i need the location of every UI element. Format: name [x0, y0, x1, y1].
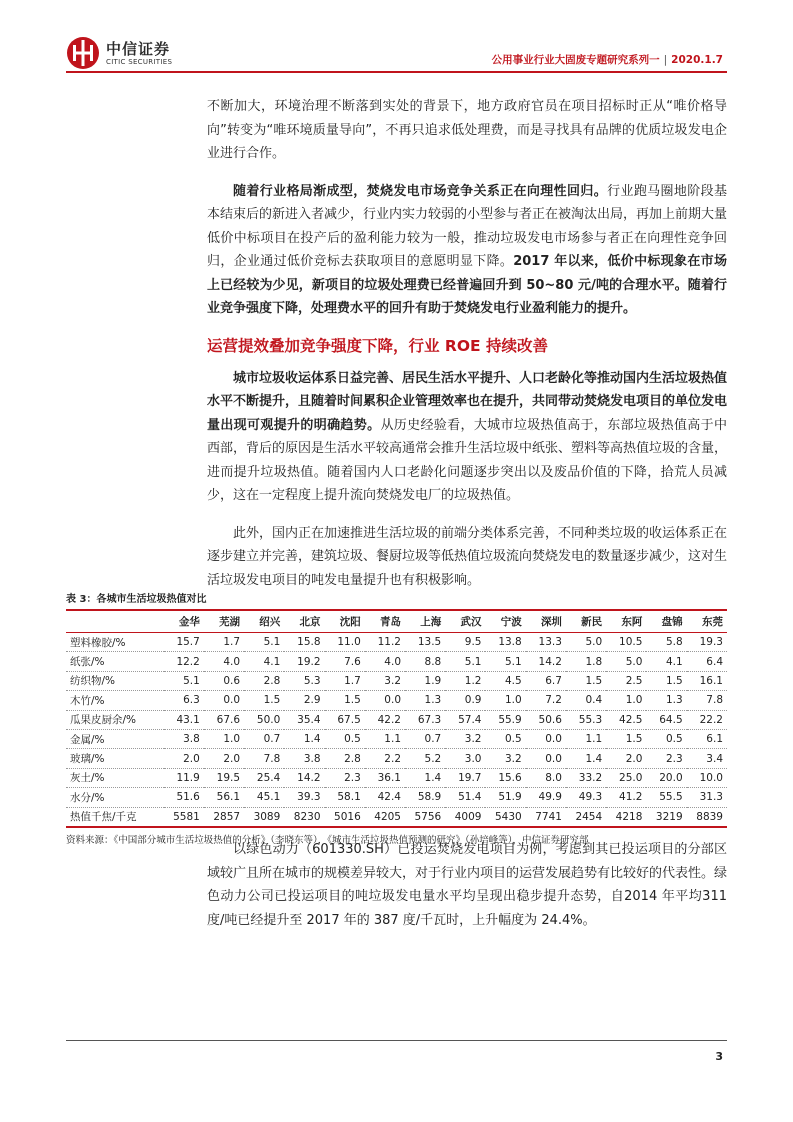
table-column-header: 上海 — [420, 616, 442, 628]
table-column-header: 新民 — [581, 616, 603, 628]
table-row — [66, 749, 727, 768]
table-cell: 15.6 — [485, 768, 525, 787]
table-cell: 1.5 — [606, 729, 646, 748]
table-cell: 0.9 — [445, 691, 485, 710]
table-cell: 33.2 — [566, 768, 606, 787]
table-cell: 43.1 — [164, 710, 204, 729]
table-row — [66, 671, 727, 690]
table-cell: 13.5 — [405, 633, 445, 652]
table-cell: 1.8 — [566, 652, 606, 671]
table-row-label: 纸张/% — [66, 652, 164, 671]
table-cell: 1.0 — [606, 691, 646, 710]
table-row — [66, 710, 727, 729]
report-date: 2020.1.7 — [671, 54, 723, 66]
table-cell: 8839 — [687, 807, 727, 827]
table-cell: 25.4 — [244, 768, 284, 787]
table-cell: 5.0 — [566, 633, 606, 652]
table-cell: 58.9 — [405, 788, 445, 807]
table-cell: 0.5 — [325, 729, 365, 748]
paragraph-2-bold-lead: 随着行业格局渐成型，焚烧发电市场竞争关系正在向理性回归。 — [233, 183, 608, 199]
table-row — [66, 691, 727, 710]
table-cell: 55.9 — [485, 710, 525, 729]
footer-rule — [66, 1040, 727, 1041]
heat-value-table — [66, 609, 727, 828]
table-cell: 1.7 — [204, 633, 244, 652]
table-cell: 14.2 — [284, 768, 324, 787]
table-cell: 2.8 — [244, 671, 284, 690]
table-cell: 3.8 — [284, 749, 324, 768]
header-separator: | — [663, 54, 668, 66]
table-row — [66, 729, 727, 748]
table-cell: 3089 — [244, 807, 284, 827]
table-cell: 5.1 — [485, 652, 525, 671]
table-cell: 3.0 — [445, 749, 485, 768]
table-column-header: 北京 — [299, 616, 321, 628]
table-cell: 1.0 — [485, 691, 525, 710]
table-cell: 36.1 — [365, 768, 405, 787]
table-cell: 4.1 — [646, 652, 686, 671]
table-cell: 5581 — [164, 807, 204, 827]
table-row-label: 木竹/% — [66, 691, 164, 710]
table-cell: 1.9 — [405, 671, 445, 690]
table-cell: 1.2 — [445, 671, 485, 690]
report-header — [492, 52, 723, 67]
paragraph-1: 不断加大，环境治理不断落到实处的背景下，地方政府官员在项目招标时正从“唯价格导向”转变为“唯环境质量导向”，不再只追求低处理费，而是寻找具有品牌的优质垃圾发电企业进行合作。 — [207, 99, 727, 161]
table-cell: 8.8 — [405, 652, 445, 671]
table-column-header: 青岛 — [380, 616, 401, 628]
citic-logo-icon — [66, 36, 100, 70]
table-cell: 1.5 — [325, 691, 365, 710]
table-cell: 5.1 — [445, 652, 485, 671]
table-cell: 19.2 — [284, 652, 324, 671]
table-cell: 51.6 — [164, 788, 204, 807]
table-column-header: 东莞 — [702, 616, 723, 628]
table-row-label: 玻璃/% — [66, 749, 164, 768]
table-cell: 6.7 — [526, 671, 566, 690]
table-cell: 7.2 — [526, 691, 566, 710]
table-cell: 1.5 — [646, 671, 686, 690]
table-cell: 6.1 — [687, 729, 727, 748]
table-cell: 20.0 — [646, 768, 686, 787]
table-column-header: 沈阳 — [339, 616, 361, 628]
table-cell: 2454 — [566, 807, 606, 827]
table-cell: 6.3 — [164, 691, 204, 710]
table-cell: 0.0 — [204, 691, 244, 710]
table-cell: 19.5 — [204, 768, 244, 787]
table-corner-cell — [66, 610, 164, 633]
table-cell: 3.8 — [164, 729, 204, 748]
table-cell: 4.0 — [204, 652, 244, 671]
table-column-header: 绍兴 — [259, 616, 281, 628]
header-rule — [66, 71, 727, 73]
table-cell: 5430 — [485, 807, 525, 827]
table-cell: 5.8 — [646, 633, 686, 652]
table-row-label: 水分/% — [66, 788, 164, 807]
table-cell: 50.6 — [526, 710, 566, 729]
table-source: 资料来源：《中国部分城市生活垃圾热值的分析》（李晓东等），《城市生活垃圾热值预测的研究》（孙培峰等），中信证券研究部 — [66, 834, 589, 846]
table-cell: 15.7 — [164, 633, 204, 652]
table-cell: 55.3 — [566, 710, 606, 729]
table-cell: 1.4 — [405, 768, 445, 787]
body-text-top — [207, 95, 727, 606]
table-cell: 8230 — [284, 807, 324, 827]
table-cell: 8.0 — [526, 768, 566, 787]
table-cell: 3.4 — [687, 749, 727, 768]
table-column-header: 宁波 — [500, 616, 522, 628]
table-cell: 2.0 — [606, 749, 646, 768]
logo-name-cn: 中信证券 — [106, 39, 171, 58]
table-cell: 0.0 — [526, 749, 566, 768]
table-column-header: 金华 — [178, 616, 200, 628]
table-column-header: 芜湖 — [219, 616, 241, 628]
table-column-header: 盘锦 — [661, 616, 683, 628]
table-cell: 1.7 — [325, 671, 365, 690]
table-cell: 25.0 — [606, 768, 646, 787]
table-cell: 5016 — [325, 807, 365, 827]
table-body — [66, 633, 727, 827]
report-title: 公用事业行业大固废专题研究系列一 — [491, 54, 660, 66]
table-cell: 13.3 — [526, 633, 566, 652]
table-cell: 2.5 — [606, 671, 646, 690]
table-cell: 11.0 — [325, 633, 365, 652]
table-cell: 5.1 — [244, 633, 284, 652]
table-cell: 10.5 — [606, 633, 646, 652]
table-cell: 5.2 — [405, 749, 445, 768]
body-text-bottom — [207, 838, 727, 946]
paragraph-2-bold-tail: 2017 年以来，低价中标现象在市场上已经较为少见，新项目的垃圾处理费已经普遍回升到 50~80 元/吨的合理水平。随着行业竞争强度下降，处理费水平的回升有助于焚烧发电行业盈利能力的提升。 — [207, 254, 727, 316]
logo-name-en: CITIC SECURITIES — [106, 57, 173, 66]
table-cell: 4.0 — [365, 652, 405, 671]
table-cell: 49.9 — [526, 788, 566, 807]
table-cell: 57.4 — [445, 710, 485, 729]
table-cell: 5.1 — [164, 671, 204, 690]
table-cell: 0.4 — [566, 691, 606, 710]
table-cell: 3219 — [646, 807, 686, 827]
table-cell: 1.3 — [405, 691, 445, 710]
table-cell: 4009 — [445, 807, 485, 827]
table-cell: 22.2 — [687, 710, 727, 729]
table-row-label: 纺织物/% — [66, 671, 164, 690]
table-cell: 4205 — [365, 807, 405, 827]
table-cell: 12.2 — [164, 652, 204, 671]
paragraph-3 — [207, 367, 727, 508]
table-header-row — [66, 610, 727, 633]
table-column-header: 武汉 — [460, 616, 482, 628]
table-cell: 1.4 — [566, 749, 606, 768]
table-cell: 9.5 — [445, 633, 485, 652]
table-cell: 55.5 — [646, 788, 686, 807]
table-cell: 1.0 — [204, 729, 244, 748]
table-cell: 2.8 — [325, 749, 365, 768]
table-cell: 2857 — [204, 807, 244, 827]
table-column-header: 深圳 — [540, 616, 562, 628]
table-cell: 39.3 — [284, 788, 324, 807]
table-row-label: 金属/% — [66, 729, 164, 748]
table-cell: 1.1 — [566, 729, 606, 748]
table-cell: 19.3 — [687, 633, 727, 652]
page-number: 3 — [715, 1050, 723, 1063]
table-cell: 51.9 — [485, 788, 525, 807]
table-row-label: 灰土/% — [66, 768, 164, 787]
table-cell: 11.9 — [164, 768, 204, 787]
table-cell: 2.2 — [365, 749, 405, 768]
table-cell: 1.4 — [284, 729, 324, 748]
table-column-header: 东阿 — [621, 616, 643, 628]
table-row-label: 塑料橡胶/% — [66, 633, 164, 652]
paragraph-2 — [207, 180, 727, 321]
table-cell: 50.0 — [244, 710, 284, 729]
table-cell: 56.1 — [204, 788, 244, 807]
table-cell: 1.3 — [646, 691, 686, 710]
table-cell: 1.1 — [365, 729, 405, 748]
paragraph-2-body: 行业跑马圈地阶段基本结束后的新进入者减少，行业内实力较弱的小型参与者正在被淘汰出局，再加上前期大量低价中标项目在投产后的盈利能力较为一般，推动垃圾发电市场参与者正在向理性竞争回归，企业通过低价竞标去获取项目的意愿明显下降。 — [207, 183, 728, 269]
table-cell: 58.1 — [325, 788, 365, 807]
table-cell: 0.7 — [244, 729, 284, 748]
table-cell: 19.7 — [445, 768, 485, 787]
table-cell: 0.5 — [485, 729, 525, 748]
table-cell: 67.6 — [204, 710, 244, 729]
table-cell: 2.3 — [325, 768, 365, 787]
paragraph-4: 此外，国内正在加速推进生活垃圾的前端分类体系完善，不同种类垃圾的收运体系正在逐步建立并完善，建筑垃圾、餐厨垃圾等低热值垃圾流向焚烧发电的数量逐步减少，这对生活垃圾发电项目的吨发电量提升也有积极影响。 — [207, 525, 728, 588]
table-cell: 15.8 — [284, 633, 324, 652]
table-cell: 4.1 — [244, 652, 284, 671]
table-cell: 2.3 — [646, 749, 686, 768]
table-row-label: 热值千焦/千克 — [66, 807, 164, 827]
paragraph-3-body: 从历史经验看，大城市垃圾热值高于，东部垃圾热值高于中西部，背后的原因是生活水平较高通常会推升生活垃圾中纸张、塑料等高热值垃圾的含量，进而提升垃圾热值。随着国内人口老龄化问题逐步突出以及废品价值的下降，拾荒人员减少，这在一定程度上提升流向焚烧发电厂的垃圾热值。 — [207, 417, 728, 503]
table-cell: 67.5 — [325, 710, 365, 729]
table-cell: 2.0 — [164, 749, 204, 768]
table-cell: 0.5 — [646, 729, 686, 748]
table-cell: 67.3 — [405, 710, 445, 729]
table-cell: 7.8 — [687, 691, 727, 710]
table-cell: 42.2 — [365, 710, 405, 729]
table-cell: 4.5 — [485, 671, 525, 690]
citic-logo — [66, 36, 172, 70]
table-row — [66, 788, 727, 807]
table-cell: 31.3 — [687, 788, 727, 807]
table-cell: 5.0 — [606, 652, 646, 671]
section-heading: 运营提效叠加竞争强度下降，行业 ROE 持续改善 — [207, 336, 548, 355]
table-cell: 35.4 — [284, 710, 324, 729]
table-cell: 5756 — [405, 807, 445, 827]
table-cell: 6.4 — [687, 652, 727, 671]
table-cell: 14.2 — [526, 652, 566, 671]
table-cell: 0.0 — [526, 729, 566, 748]
table-cell: 51.4 — [445, 788, 485, 807]
table-caption: 表 3：各城市生活垃圾热值对比 — [66, 594, 207, 605]
table-cell: 3.2 — [445, 729, 485, 748]
table-cell: 0.0 — [365, 691, 405, 710]
table-cell: 42.4 — [365, 788, 405, 807]
table-cell: 10.0 — [687, 768, 727, 787]
table-row — [66, 652, 727, 671]
table-cell: 3.2 — [365, 671, 405, 690]
table-cell: 0.7 — [405, 729, 445, 748]
table-cell: 16.1 — [687, 671, 727, 690]
table-cell: 2.0 — [204, 749, 244, 768]
paragraph-5: 以绿色动力（601330.SH）已投运焚烧发电项目为例，考虑到其已投运项目的分部区域较广且所在城市的规模差异较大，对于行业内项目的运营发展趋势有比较好的代表性。绿色动力公司已投运项目的吨垃圾发电量水平均呈现出稳步提升态势，自2014 年平均311 度/吨已经提升至 2017 年的 387 度/千瓦时，上升幅度为 24.4%。 — [207, 842, 728, 928]
table-cell: 64.5 — [646, 710, 686, 729]
table-cell: 7.6 — [325, 652, 365, 671]
table-cell: 7.8 — [244, 749, 284, 768]
table-cell: 1.5 — [244, 691, 284, 710]
table-cell: 0.6 — [204, 671, 244, 690]
table-cell: 41.2 — [606, 788, 646, 807]
table-row — [66, 768, 727, 787]
table-cell: 4218 — [606, 807, 646, 827]
table-cell: 3.2 — [485, 749, 525, 768]
heat-value-table-block — [66, 590, 727, 846]
paragraph-3-bold-lead: 城市垃圾收运体系日益完善、居民生活水平提升、人口老龄化等推动国内生活垃圾热值水平不断提升，且随着时间累积企业管理效率也在提升，共同带动焚烧发电项目的单位发电量出现可观提升的明确趋势。 — [207, 370, 728, 433]
table-row-label: 瓜果皮厨余/% — [66, 710, 164, 729]
table-cell: 2.9 — [284, 691, 324, 710]
table-cell: 13.8 — [485, 633, 525, 652]
table-row — [66, 807, 727, 827]
table-cell: 49.3 — [566, 788, 606, 807]
table-row — [66, 633, 727, 652]
table-cell: 42.5 — [606, 710, 646, 729]
table-cell: 11.2 — [365, 633, 405, 652]
table-cell: 45.1 — [244, 788, 284, 807]
table-cell: 7741 — [526, 807, 566, 827]
table-cell: 1.5 — [566, 671, 606, 690]
table-cell: 5.3 — [284, 671, 324, 690]
